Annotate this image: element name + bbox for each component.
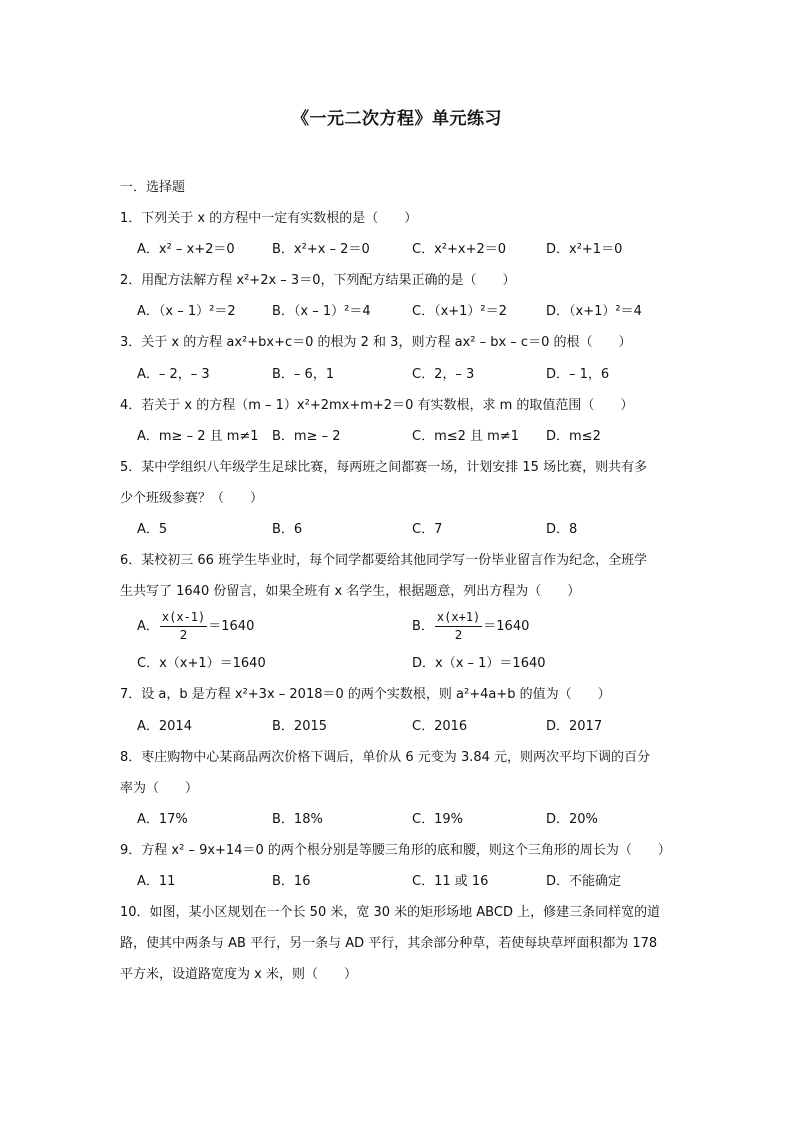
- question-10-stem-line3: 平方米，设道路宽度为 x 米，则（ ）: [120, 967, 357, 982]
- q6-option-a: [137, 610, 254, 643]
- q6-option-b-numerator: x(x+1): [435, 610, 482, 627]
- question-8-stem-line2: 率为（ ）: [120, 781, 199, 796]
- q5-option-b: B．6: [272, 522, 303, 537]
- q1-option-b: B．x²+x – 2＝0: [272, 242, 370, 257]
- q7-option-d: D．2017: [546, 719, 603, 734]
- q6-option-b: [412, 610, 529, 643]
- question-2-stem: 2．用配方法解方程 x²+2x – 3＝0，下列配方结果正确的是（ ）: [120, 273, 516, 288]
- q6-option-b-fraction: [435, 610, 482, 643]
- question-7-stem: 7．设 a，b 是方程 x²+3x – 2018＝0 的两个实数根，则 a²+4a+b 的值为（ ）: [120, 687, 611, 702]
- page-title: 《一元二次方程》单元练习: [292, 109, 502, 129]
- q7-option-b: B．2015: [272, 719, 328, 734]
- q6-option-d: D．x（x – 1）＝1640: [412, 656, 546, 671]
- q5-option-a: A．5: [137, 522, 168, 537]
- question-1-stem: 1．下列关于 x 的方程中一定有实数根的是（ ）: [120, 211, 418, 226]
- q6-option-a-label: A．: [137, 619, 159, 634]
- q3-option-d: D．– 1，6: [546, 367, 610, 382]
- question-10-stem-line2: 路，使其中两条与 AB 平行，另一条与 AD 平行，其余部分种草，若使每块草坪面积都为 178: [120, 936, 658, 951]
- q8-option-b: B．18%: [272, 812, 323, 827]
- question-10-stem-line1: 10．如图，某小区规划在一个长 50 米，宽 30 米的矩形场地 ABCD 上，修建三条同样宽的道: [120, 905, 661, 920]
- question-6-stem-line1: 6．某校初三 66 班学生毕业时，每个同学都要给其他同学写一份毕业留言作为纪念，全班学: [120, 553, 648, 568]
- question-5-stem-line2: 少个班级参赛？（ ）: [120, 491, 264, 506]
- q6-option-a-numerator: x(x-1): [160, 610, 207, 627]
- q6-option-c: C．x（x+1）＝1640: [137, 656, 266, 671]
- q7-option-c: C．2016: [412, 719, 468, 734]
- q9-option-b: B．16: [272, 874, 311, 889]
- q9-option-a: A．11: [137, 874, 176, 889]
- q4-option-a: A．m≥ – 2 且 m≠1: [137, 429, 259, 444]
- q7-option-a: A．2014: [137, 719, 192, 734]
- q6-option-a-fraction: [160, 610, 207, 643]
- q9-option-d: D．不能确定: [546, 874, 622, 889]
- q9-option-c: C．11 或 16: [412, 874, 489, 889]
- q8-option-a: A．17%: [137, 812, 188, 827]
- q6-option-b-denominator: 2: [454, 628, 463, 642]
- q6-option-a-denominator: 2: [179, 628, 188, 642]
- q1-option-a: A．x² – x+2＝0: [137, 242, 235, 257]
- q6-option-b-label: B．: [412, 619, 434, 634]
- q6-option-b-rhs: ＝1640: [483, 619, 530, 634]
- q3-option-b: B．– 6，1: [272, 367, 335, 382]
- q3-option-a: A．– 2，– 3: [137, 367, 210, 382]
- q8-option-d: D．20%: [546, 812, 598, 827]
- q6-option-a-rhs: ＝1640: [208, 619, 255, 634]
- q1-option-c: C．x²+x+2＝0: [412, 242, 507, 257]
- question-4-stem: 4．若关于 x 的方程（m – 1）x²+2mx+m+2＝0 有实数根，求 m 的取值范围（ ）: [120, 398, 634, 413]
- q2-option-c: C．（x+1）²＝2: [412, 304, 507, 319]
- question-3-stem: 3．关于 x 的方程 ax²+bx+c＝0 的根为 2 和 3，则方程 ax² – bx – c＝0 的根（ ）: [120, 335, 632, 350]
- question-8-stem-line1: 8．枣庄购物中心某商品两次价格下调后，单价从 6 元变为 3.84 元，则两次平均下调的百分: [120, 750, 651, 765]
- q4-option-b: B．m≥ – 2: [272, 429, 341, 444]
- q2-option-a: A．（x – 1）²＝2: [137, 304, 236, 319]
- q8-option-c: C．19%: [412, 812, 463, 827]
- section-heading: 一．选择题: [120, 180, 186, 195]
- question-6-stem-line2: 生共写了 1640 份留言，如果全班有 x 名学生，根据题意，列出方程为（ ）: [120, 584, 581, 599]
- question-5-stem-line1: 5．某中学组织八年级学生足球比赛，每两班之间都赛一场，计划安排 15 场比赛，则共有多: [120, 460, 648, 475]
- q2-option-d: D．（x+1）²＝4: [546, 304, 642, 319]
- q5-option-c: C．7: [412, 522, 443, 537]
- q1-option-d: D．x²+1＝0: [546, 242, 623, 257]
- question-9-stem: 9．方程 x² – 9x+14＝0 的两个根分别是等腰三角形的底和腰，则这个三角形的周长为（ ）: [120, 843, 671, 858]
- q5-option-d: D．8: [546, 522, 578, 537]
- q2-option-b: B．（x – 1）²＝4: [272, 304, 371, 319]
- q4-option-c: C．m≤2 且 m≠1: [412, 429, 519, 444]
- q4-option-d: D．m≤2: [546, 429, 601, 444]
- q3-option-c: C．2，– 3: [412, 367, 475, 382]
